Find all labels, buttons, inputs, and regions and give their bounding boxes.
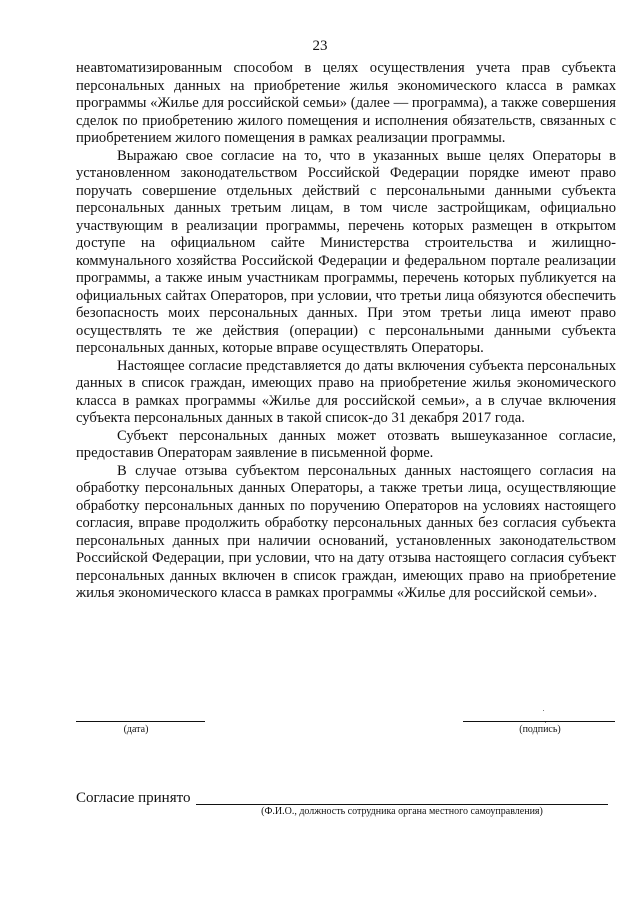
paragraph-consent-third-parties: Выражаю свое согласие на то, что в указанных выше целях Операторы в установленном законодательством Российской Федерации порядке имеют право поручать совершение отдельных действий с персональными данными субъекта персональных данных третьим лицам, в том числе застройщикам, официально участвующим в реализации программы, перечень которых размещен в открытом доступе на официальном сайте Министерства строительства и жилищно-коммунального хозяйства Российской Федерации и федеральном портале реализации программы, а также иным участникам программы, перечень которых публикуется на официальных сайтах Операторов, при условии, что третьи лица обязуются обеспечить безопасность моих персональных данных. При этом третьи лица имеют право осуществлять те же действия (операции) с персональными данными субъекта персональных данных, которые вправе осуществлять Операторы.: [76, 147, 616, 356]
date-line: [76, 721, 205, 722]
page-number: 23: [312, 38, 328, 54]
scan-speck: [545, 722, 546, 723]
acceptance-line: [196, 804, 608, 805]
signature-line: [463, 721, 615, 722]
paragraph-continuation: неавтоматизированным способом в целях осуществления учета прав субъекта персональных данных на приобретение жилья экономического класса в рамках программы «Жилье для российской семьи» (далее — программа), а также совершения сделок по приобретению жилого помещения и исполнения обязательств, связанных с приобретением жилого помещения в рамках реализации программы.: [76, 60, 616, 146]
paragraph-withdrawal-consequences: В случае отзыва субъектом персональных данных настоящего согласия на обработку персональных данных Операторы, а также третьи лица, осуществляющие обработку персональных данных по поручению Операторов на условиях настоящего согласия, вправе продолжить обработку персональных данных без согласия субъекта персональных данных при наличии оснований, установленных законодательством Российской Федерации, при условии, что на дату отзыва настоящего согласия субъект персональных данных включен в список граждан, имеющих право на приобретение жилья экономического класса в рамках программы «Жилье для российской семьи».: [76, 462, 616, 601]
date-caption: (дата): [123, 724, 149, 735]
scan-speck: [543, 710, 544, 711]
document-body: [76, 60, 616, 603]
signature-caption: (подпись): [519, 724, 561, 735]
acceptance-caption: (Ф.И.О., должность сотрудника органа местного самоуправления): [261, 806, 543, 817]
paragraph-withdrawal: Субъект персональных данных может отозвать вышеуказанное согласие, предоставив Операторам заявление в письменной форме.: [76, 427, 616, 461]
acceptance-label: Согласие принято: [76, 790, 191, 806]
paragraph-consent-term: Настоящее согласие представляется до даты включения субъекта персональных данных в список граждан, имеющих право на приобретение жилья экономического класса в рамках программы «Жилье для российской семьи», а в случае включения субъекта персональных данных в такой список-до 31 декабря 2017 года.: [76, 357, 616, 426]
